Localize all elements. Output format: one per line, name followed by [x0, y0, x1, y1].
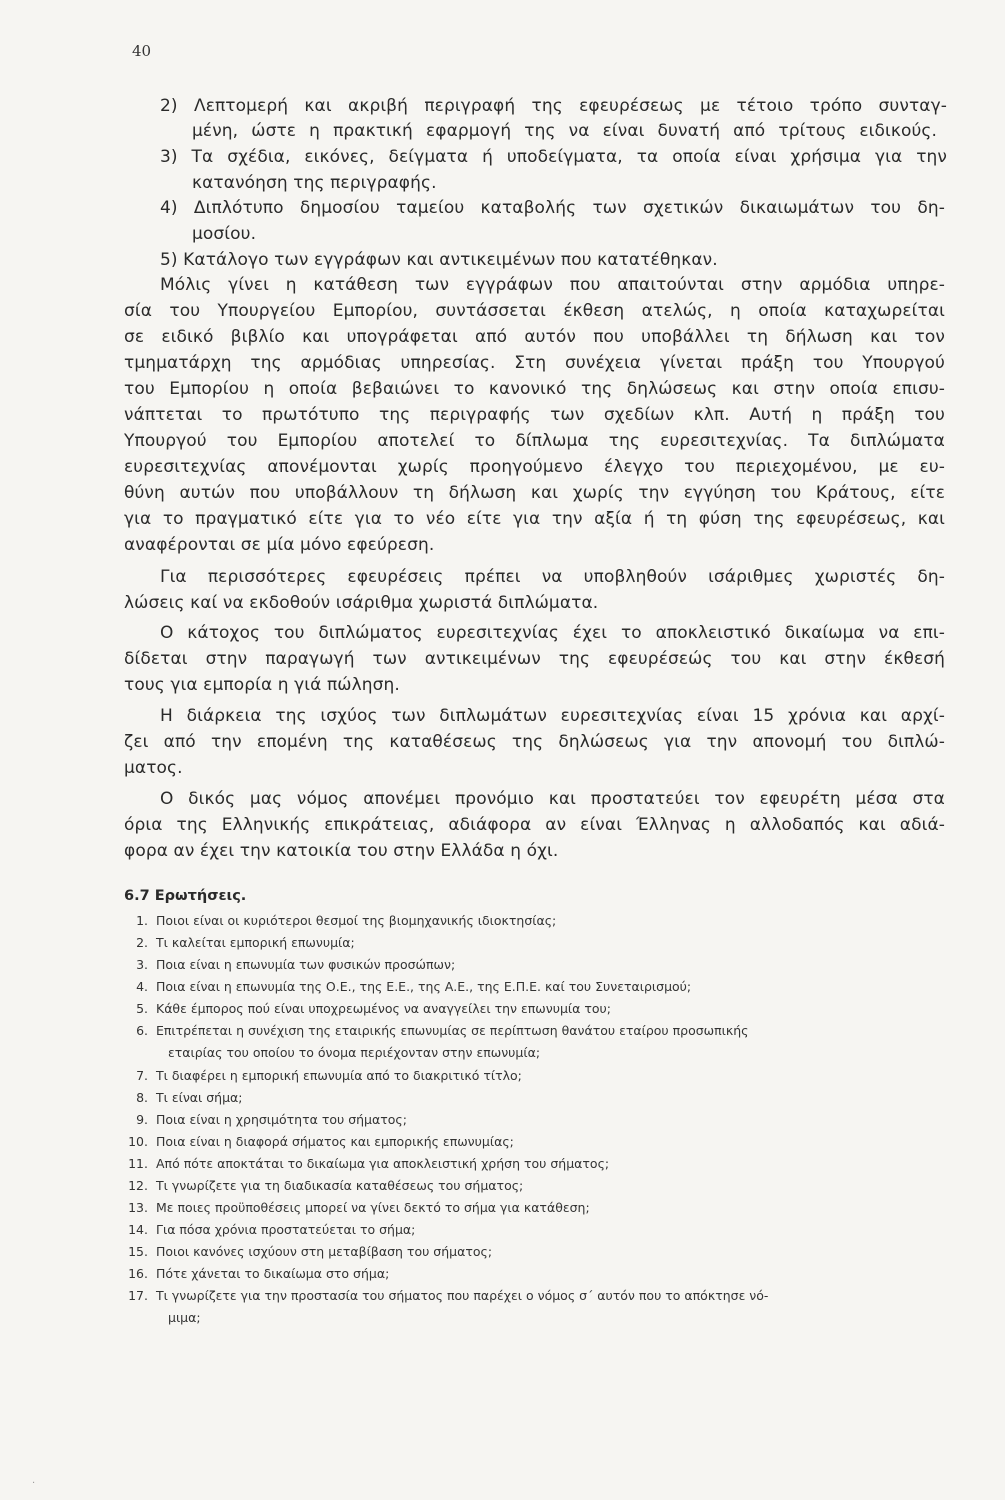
question-number: 4. — [136, 979, 148, 994]
question-text: Πότε χάνεται το δικαίωμα στο σήμα; — [156, 1266, 390, 1281]
question-item — [112, 979, 691, 994]
question-text: Τι γνωρίζετε για τη διαδικασία καταθέσεως του σήματος; — [156, 1178, 524, 1193]
question-number: 5. — [136, 1001, 148, 1016]
question-item — [112, 1068, 522, 1083]
body-line: όρια της Ελληνικής επικράτειας, αδιάφορα αν είναι Έλληνας η αλλοδαπός και αδιά- — [124, 815, 945, 835]
body-line: σία του Υπουργείου Εμπορίου, συντάσσεται έκθεση ατελώς, η οποία καταχωρείται — [124, 301, 945, 321]
question-item — [112, 935, 355, 950]
question-text: Ποια είναι η επωνυμία των φυσικών προσώπων; — [156, 957, 456, 972]
question-number: 10. — [128, 1134, 148, 1149]
question-number: 7. — [136, 1068, 148, 1083]
body-line: 3) Τα σχέδια, εικόνες, δείγματα ή υποδείγματα, τα οποία είναι χρήσιμα για την — [160, 147, 947, 167]
question-number: 13. — [128, 1200, 148, 1215]
body-line: Για περισσότερες εφευρέσεις πρέπει να υποβληθούν ισάριθμες χωριστές δη- — [160, 567, 945, 587]
question-item — [112, 1244, 492, 1259]
question-number: 16. — [128, 1266, 148, 1281]
question-item — [112, 957, 455, 972]
scan-artifact: · — [32, 1478, 36, 1489]
body-line: για το πραγματικό είτε για το νέο είτε για την αξία ή τη φύση της εφευρέσεως, και — [124, 509, 945, 529]
body-line: ευρεσιτεχνίας απονέμονται χωρίς προηγούμενο έλεγχο του περιεχομένου, με ευ- — [124, 457, 945, 477]
question-item — [112, 1001, 611, 1016]
question-item — [112, 1156, 609, 1171]
body-line: Υπουργού του Εμπορίου αποτελεί το δίπλωμα της ευρεσιτεχνίας. Τα διπλώματα — [124, 431, 945, 451]
question-item — [112, 1178, 523, 1193]
question-text: Ποιοι είναι οι κυριότεροι θεσμοί της βιομηχανικής ιδιοκτησίας; — [156, 913, 557, 928]
question-number: 3. — [136, 957, 148, 972]
body-line: Ο δικός μας νόμος απονέμει προνόμιο και προστατεύει τον εφευρέτη μέσα στα — [160, 789, 945, 809]
question-text: Για πόσα χρόνια προστατεύεται το σήμα; — [156, 1222, 416, 1237]
question-number: 2. — [136, 935, 148, 950]
question-text: Τι είναι σήμα; — [156, 1090, 243, 1105]
question-item — [112, 1222, 415, 1237]
question-text: Ποιοι κανόνες ισχύουν στη μεταβίβαση του σήματος; — [156, 1244, 493, 1259]
question-text: Ποια είναι η επωνυμία της Ο.Ε., της Ε.Ε., της Α.Ε., της Ε.Π.Ε. καί του Συνεταιρισμού; — [156, 979, 692, 994]
question-number: 1. — [136, 913, 148, 928]
page-number: 40 — [132, 42, 152, 60]
body-line: 2) Λεπτομερή και ακριβή περιγραφή της εφευρέσεως με τέτοιο τρόπο συνταγ- — [160, 96, 947, 116]
body-line: μοσίου. — [192, 224, 257, 244]
question-item — [112, 1266, 389, 1281]
body-line: κατανόηση της περιγραφής. — [192, 173, 437, 193]
question-continuation: μιμα; — [168, 1310, 201, 1325]
question-text: Με ποιες προϋποθέσεις μπορεί να γίνει δεκτό το σήμα για κατάθεση; — [156, 1200, 590, 1215]
question-text: Ποια είναι η διαφορά σήματος και εμπορικής επωνυμίας; — [156, 1134, 514, 1149]
question-number: 12. — [128, 1178, 148, 1193]
question-continuation: εταιρίας του οποίου το όνομα περιέχονταν στην επωνυμία; — [168, 1045, 541, 1060]
question-text: Ποια είναι η χρησιμότητα του σήματος; — [156, 1112, 407, 1127]
question-text: Επιτρέπεται η συνέχιση της εταιρικής επωνυμίας σε περίπτωση θανάτου εταίρου προσωπικής — [156, 1023, 749, 1038]
body-line: σε ειδικό βιβλίο και υπογράφεται από αυτόν που υποβάλλει τη δήλωση και τον — [124, 327, 945, 347]
question-text: Κάθε έμπορος πού είναι υποχρεωμένος να αναγγείλει την επωνυμία του; — [156, 1001, 611, 1016]
body-line: τμηματάρχη της αρμόδιας υπηρεσίας. Στη συνέχεια γίνεται πράξη του Υπουργού — [124, 353, 945, 373]
body-line: θύνη αυτών που υποβάλλουν τη δήλωση και χωρίς την εγγύηση του Κράτους, είτε — [124, 483, 945, 503]
question-number: 9. — [136, 1112, 148, 1127]
question-text: Τι γνωρίζετε για την προστασία του σήματος που παρέχει ο νόμος σ΄ αυτόν που το απόκτησε νό- — [156, 1288, 769, 1303]
question-item — [112, 913, 556, 928]
question-number: 17. — [128, 1288, 148, 1303]
body-line: 5) Κατάλογο των εγγράφων και αντικειμένων που κατατέθηκαν. — [160, 250, 718, 270]
body-line: νάπτεται το πρωτότυπο της περιγραφής των σχεδίων κλπ. Αυτή η πράξη του — [124, 405, 945, 425]
question-item — [112, 1200, 590, 1215]
body-line: του Εμπορίου η οποία βεβαιώνει το κανονικό της δηλώσεως και στην οποία επισυ- — [124, 379, 945, 399]
body-line: λώσεις καί να εκδοθούν ισάριθμα χωριστά διπλώματα. — [124, 593, 599, 613]
body-line: Μόλις γίνει η κατάθεση των εγγράφων που απαιτούνται στην αρμόδια υπηρε- — [160, 275, 945, 295]
body-line: αναφέρονται σε μία μόνο εφεύρεση. — [124, 535, 435, 555]
body-line: μένη, ώστε η πρακτική εφαρμογή της να είναι δυνατή από τρίτους ειδικούς. — [192, 121, 937, 141]
question-text: Τι διαφέρει η εμπορική επωνυμία από το διακριτικό τίτλο; — [156, 1068, 522, 1083]
body-line: τους για εμπορία η γιά πώληση. — [124, 675, 400, 695]
question-number: 8. — [136, 1090, 148, 1105]
question-item — [112, 1023, 749, 1038]
question-item — [112, 1090, 243, 1105]
question-item — [112, 1288, 768, 1303]
body-line: ζει από την επομένη της καταθέσεως της δηλώσεως για την απονομή του διπλώ- — [124, 732, 945, 752]
question-text: Τι καλείται εμπορική επωνυμία; — [156, 935, 355, 950]
body-line: φορα αν έχει την κατοικία του στην Ελλάδα η όχι. — [124, 841, 559, 861]
body-line: ματος. — [124, 758, 183, 778]
body-line: Ο κάτοχος του διπλώματος ευρεσιτεχνίας έχει το αποκλειστικό δικαίωμα να επι- — [160, 623, 945, 643]
question-item — [112, 1134, 514, 1149]
body-line: δίδεται στην παραγωγή των αντικειμένων της εφευρέσεώς του και στην έκθεσή — [124, 649, 945, 669]
body-line: 4) Διπλότυπο δημοσίου ταμείου καταβολής των σχετικών δικαιωμάτων του δη- — [160, 198, 945, 218]
question-number: 15. — [128, 1244, 148, 1259]
question-number: 11. — [128, 1156, 148, 1171]
question-number: 6. — [136, 1023, 148, 1038]
body-line: Η διάρκεια της ισχύος των διπλωμάτων ευρεσιτεχνίας είναι 15 χρόνια και αρχί- — [160, 706, 945, 726]
questions-heading: 6.7 Ερωτήσεις. — [124, 888, 247, 904]
question-text: Από πότε αποκτάται το δικαίωμα για αποκλειστική χρήση του σήματος; — [156, 1156, 610, 1171]
question-item — [112, 1112, 407, 1127]
question-number: 14. — [128, 1222, 148, 1237]
